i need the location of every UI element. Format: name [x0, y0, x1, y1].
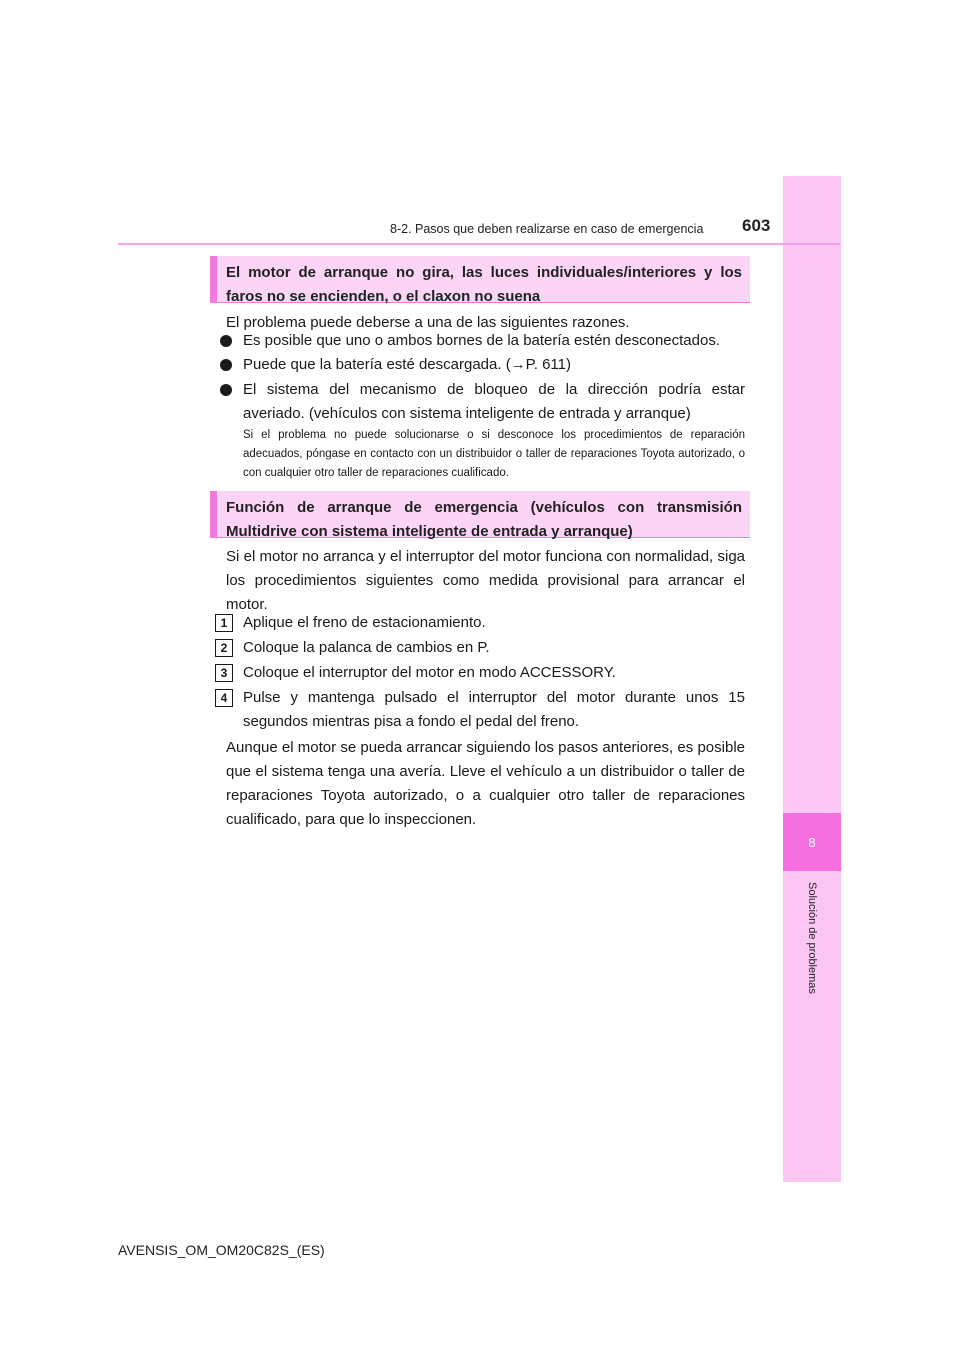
section1-note: Si el problema no puede solucionarse o si desconoce los procedimientos de reparación adecuados, póngase en contacto con un distribuidor o taller de reparaciones Toyota autorizado, o con cualquier otro taller de reparaciones cualificado.: [243, 429, 745, 479]
step-number-1: 1: [215, 614, 233, 632]
section1-bullet-3: El sistema del mecanismo de bloqueo de la dirección podría estar averiado. (vehículos con sistema inteligente de entrada y arranque): [243, 381, 745, 422]
section2-closing: Aunque el motor se pueda arrancar siguiendo los pasos anteriores, es posible que el sistema tenga una avería. Lleve el vehículo a un distribuidor o taller de reparaciones Toyota autorizado, o a cualquier otro taller de reparaciones cualificado, para que lo inspeccionen.: [226, 739, 745, 828]
section1-bullet-2: Puede que la batería esté descargada. (→P. 611): [243, 356, 572, 373]
bullet-icon: [220, 384, 232, 396]
section2-heading: Función de arranque de emergencia (vehículos con transmisión Multidrive con sistema inteligente de entrada y arranque): [210, 491, 750, 538]
chapter-tab[interactable]: [783, 813, 841, 871]
side-tab: [783, 176, 841, 1182]
step-number-4: 4: [215, 689, 233, 707]
section1-intro: El problema puede deberse a una de las siguientes razones.: [226, 314, 630, 331]
step-number-2: 2: [215, 639, 233, 657]
header-section-title: 8-2. Pasos que deben realizarse en caso de emergencia: [390, 222, 704, 236]
step-4-text: Pulse y mantenga pulsado el interruptor del motor durante unos 15 segundos mientras pisa a fondo el pedal del freno.: [243, 689, 745, 730]
step-1-text: Aplique el freno de estacionamiento.: [243, 614, 486, 631]
step-2-text: Coloque la palanca de cambios en P.: [243, 639, 490, 656]
chapter-number: 8: [808, 834, 816, 850]
page-number: 603: [742, 216, 771, 235]
bullet-icon: [220, 335, 232, 347]
footer-code: AVENSIS_OM_OM20C82S_(ES): [118, 1242, 325, 1258]
section1-bullet-1: Es posible que uno o ambos bornes de la batería estén desconectados.: [243, 332, 720, 349]
chapter-label: Solución de problemas: [806, 882, 818, 994]
header-divider: [118, 243, 840, 245]
bullet-icon: [220, 359, 232, 371]
step-3-text: Coloque el interruptor del motor en modo ACCESSORY.: [243, 664, 616, 681]
section1-heading: El motor de arranque no gira, las luces individuales/interiores y los faros no se encienden, o el claxon no suena: [210, 256, 750, 303]
step-number-3: 3: [215, 664, 233, 682]
section2-intro: Si el motor no arranca y el interruptor del motor funciona con normalidad, siga los procedimientos siguientes como medida provisional para arrancar el motor.: [226, 548, 745, 613]
